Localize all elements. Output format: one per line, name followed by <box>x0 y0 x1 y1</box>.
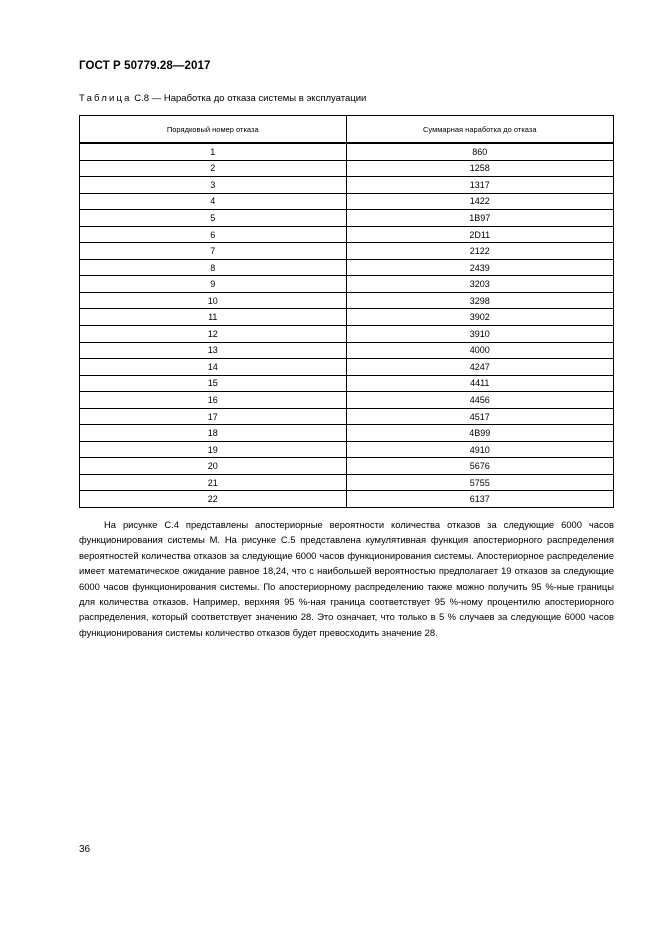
table-row <box>80 359 614 376</box>
cell-cumulative-time: 4247 <box>346 359 614 376</box>
cell-cumulative-time: 3298 <box>346 292 614 309</box>
table-row <box>80 226 614 243</box>
cell-failure-number: 12 <box>80 326 347 343</box>
cell-cumulative-time: 4456 <box>346 392 614 409</box>
cell-cumulative-time: 860 <box>346 143 614 160</box>
table-row <box>80 143 614 160</box>
cell-cumulative-time: 2439 <box>346 259 614 276</box>
cell-cumulative-time: 6137 <box>346 491 614 508</box>
table-row <box>80 177 614 194</box>
cell-cumulative-time: 1317 <box>346 177 614 194</box>
cell-failure-number: 4 <box>80 193 347 210</box>
table-row <box>80 160 614 177</box>
cell-cumulative-time: 1258 <box>346 160 614 177</box>
cell-failure-number: 5 <box>80 210 347 227</box>
table-row <box>80 474 614 491</box>
cell-cumulative-time: 2D11 <box>346 226 614 243</box>
table-row <box>80 375 614 392</box>
cell-failure-number: 16 <box>80 392 347 409</box>
cell-failure-number: 2 <box>80 160 347 177</box>
failure-time-table <box>79 115 614 508</box>
table-row <box>80 259 614 276</box>
cell-failure-number: 14 <box>80 359 347 376</box>
cell-cumulative-time: 1B97 <box>346 210 614 227</box>
cell-failure-number: 1 <box>80 143 347 160</box>
table-row <box>80 342 614 359</box>
cell-failure-number: 13 <box>80 342 347 359</box>
cell-failure-number: 3 <box>80 177 347 194</box>
table-row <box>80 309 614 326</box>
cell-cumulative-time: 4910 <box>346 441 614 458</box>
cell-failure-number: 20 <box>80 458 347 475</box>
cell-failure-number: 22 <box>80 491 347 508</box>
cell-failure-number: 11 <box>80 309 347 326</box>
table-row <box>80 292 614 309</box>
table-caption-text: С.8 — Наработка до отказа системы в эксплуатации <box>131 93 367 104</box>
cell-cumulative-time: 4517 <box>346 408 614 425</box>
column-header-cumulative-time: Суммарная наработка до отказа <box>346 116 614 144</box>
cell-cumulative-time: 3902 <box>346 309 614 326</box>
table-row <box>80 276 614 293</box>
table-row <box>80 392 614 409</box>
cell-cumulative-time: 4411 <box>346 375 614 392</box>
cell-cumulative-time: 2122 <box>346 243 614 260</box>
cell-cumulative-time: 3910 <box>346 326 614 343</box>
table-row <box>80 326 614 343</box>
table-row <box>80 458 614 475</box>
table-caption <box>79 93 366 104</box>
cell-cumulative-time: 5755 <box>346 474 614 491</box>
table-row <box>80 441 614 458</box>
table-row <box>80 193 614 210</box>
body-paragraph: На рисунке С.4 представлены апостериорные вероятности количества отказов за следующие 6000 часов функционирования системы М. На рисунке С.5 представлена кумулятивная функция апостериорного распределения вероятностей количества отказов за следующие 6000 часов функционирования системы. Апостериорное распределение имеет математическое ожидание равное 18,24, что с наибольшей вероятностью предполагает 19 отказов за следующие 6000 часов функционирования системы. По апостериорному распределению также можно получить 95 %-ные границы для количества отказов. Например, верхняя 95 %-ная граница соответствует 95 %-ному процентилю апостериорного распределения, который соответствует значению 28. Это означает, что только в 5 % случаев за следующие 6000 часов функционирования системы количество отказов будет превосходить значение 28. <box>79 519 614 638</box>
cell-failure-number: 8 <box>80 259 347 276</box>
cell-failure-number: 6 <box>80 226 347 243</box>
cell-failure-number: 18 <box>80 425 347 442</box>
cell-cumulative-time: 4B99 <box>346 425 614 442</box>
document-header-title: ГОСТ Р 50779.28—2017 <box>79 60 211 72</box>
table-row <box>80 243 614 260</box>
table-row <box>80 425 614 442</box>
page-number: 36 <box>79 844 91 855</box>
cell-failure-number: 19 <box>80 441 347 458</box>
table-row <box>80 210 614 227</box>
cell-cumulative-time: 3203 <box>346 276 614 293</box>
table-caption-label: Таблица <box>79 93 132 104</box>
cell-failure-number: 7 <box>80 243 347 260</box>
table-row <box>80 491 614 508</box>
cell-failure-number: 17 <box>80 408 347 425</box>
table-row <box>80 408 614 425</box>
cell-failure-number: 9 <box>80 276 347 293</box>
cell-cumulative-time: 1422 <box>346 193 614 210</box>
column-header-failure-number: Порядковый номер отказа <box>80 116 347 144</box>
cell-cumulative-time: 4000 <box>346 342 614 359</box>
table-body <box>80 143 614 508</box>
table-header-row <box>80 116 614 144</box>
cell-cumulative-time: 5676 <box>346 458 614 475</box>
cell-failure-number: 21 <box>80 474 347 491</box>
cell-failure-number: 10 <box>80 292 347 309</box>
cell-failure-number: 15 <box>80 375 347 392</box>
